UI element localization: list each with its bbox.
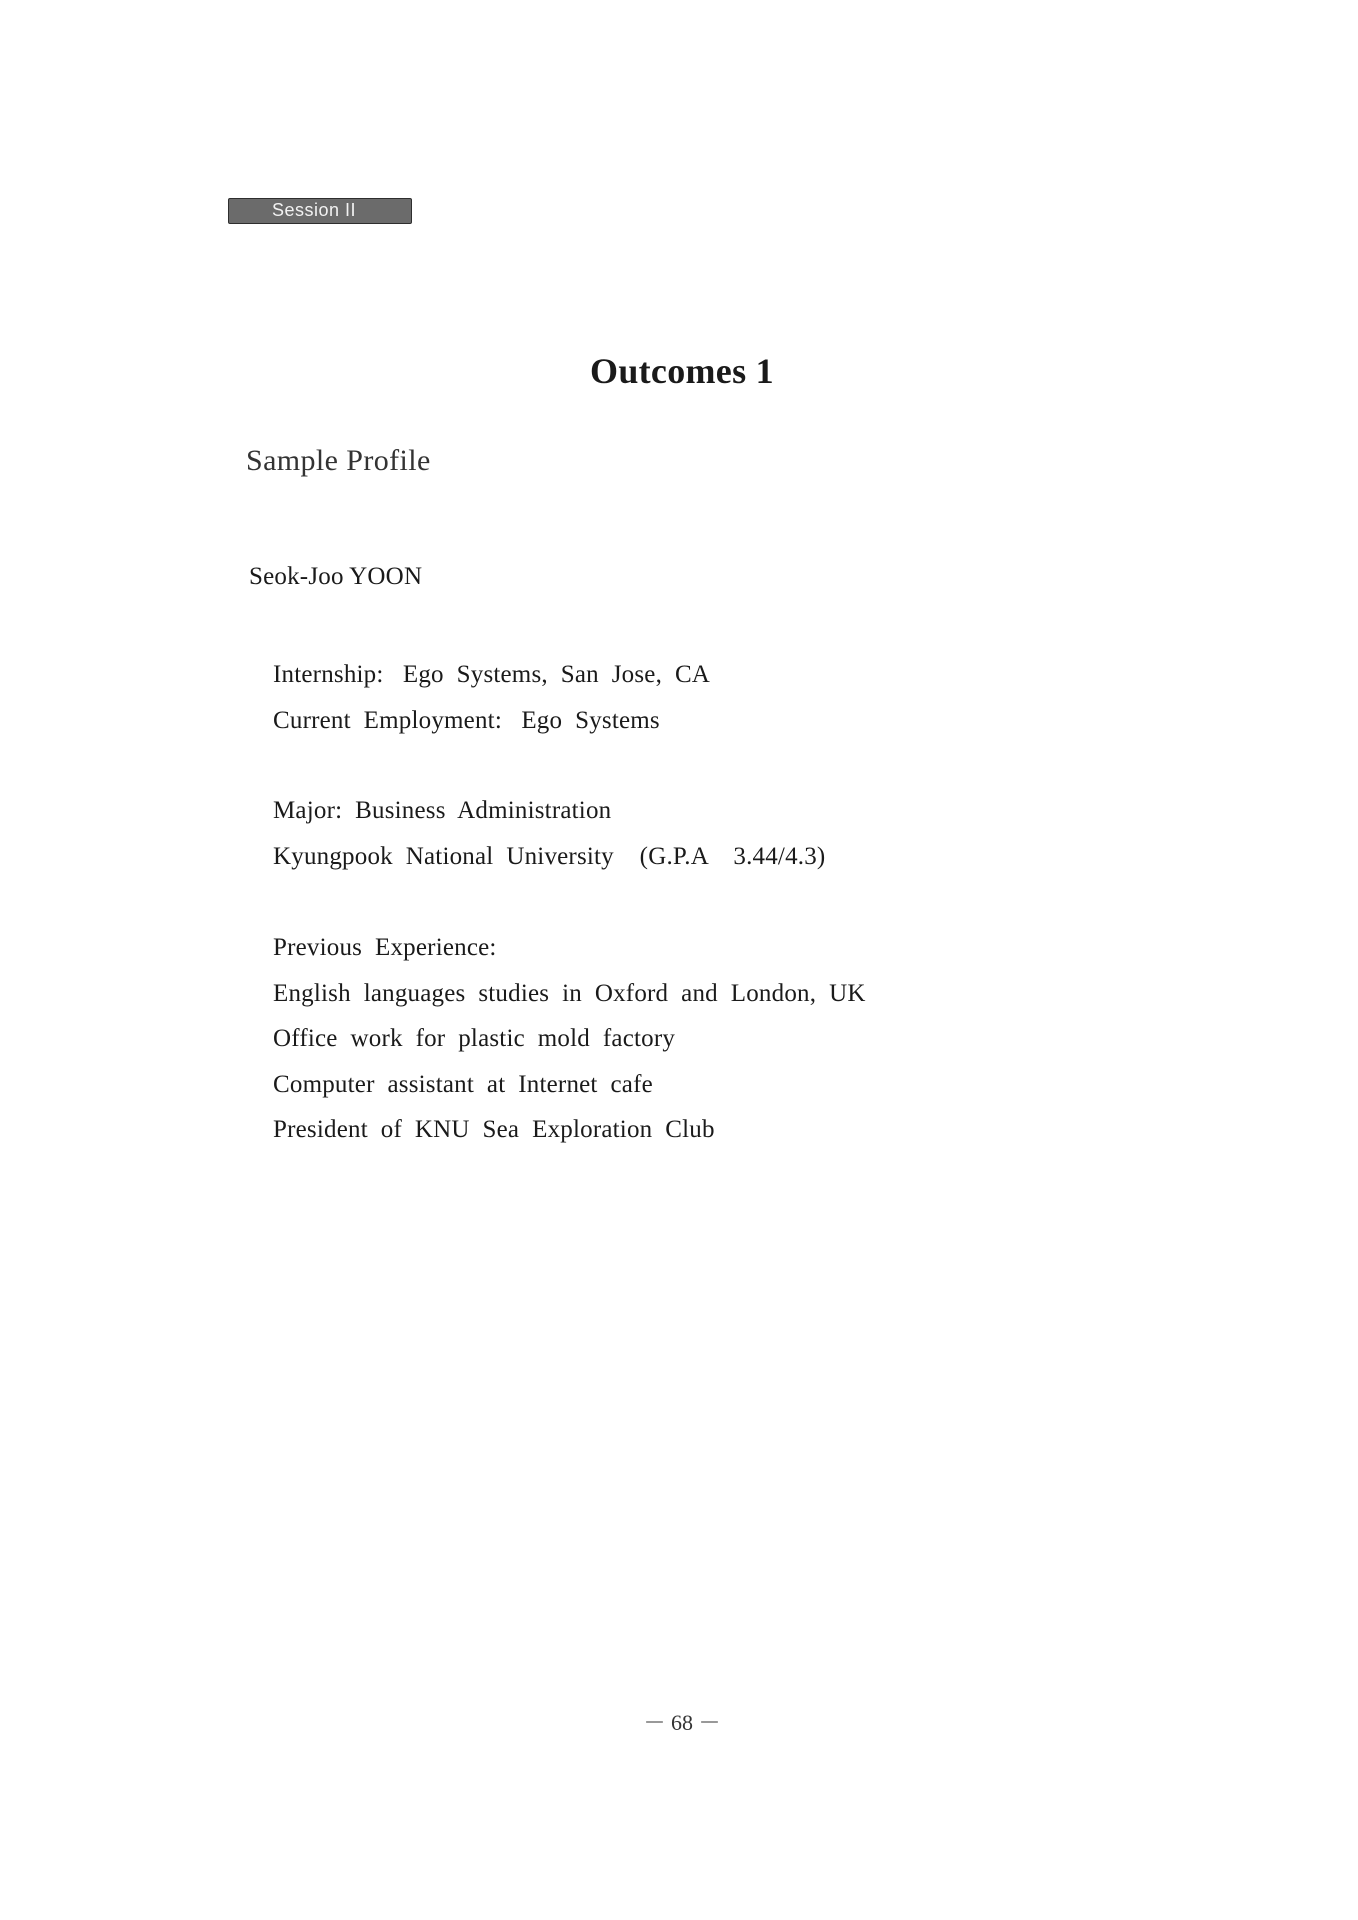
page-title: Outcomes 1 xyxy=(590,351,774,391)
university-line: Kyungpook National University (G.P.A 3.44/4.3) xyxy=(273,842,826,870)
employment-block xyxy=(273,652,710,743)
internship-line: Internship: Ego Systems, San Jose, CA xyxy=(273,661,711,688)
education-block xyxy=(273,788,825,879)
person-name: Seok-Joo YOON xyxy=(249,563,423,590)
major-line: Major: Business Administration xyxy=(273,797,612,824)
session-label: Session II xyxy=(228,198,412,224)
experience-heading: Previous Experience: xyxy=(273,934,497,961)
section-heading: Sample Profile xyxy=(246,444,431,477)
experience-block xyxy=(273,925,866,1153)
current-employment-line: Current Employment: Ego Systems xyxy=(273,706,660,734)
experience-item: Office work for plastic mold factory xyxy=(273,1025,676,1052)
experience-item: English languages studies in Oxford and London, UK xyxy=(273,979,866,1007)
experience-item: Computer assistant at Internet cafe xyxy=(273,1070,653,1098)
experience-item: President of KNU Sea Exploration Club xyxy=(273,1116,715,1143)
page-number: － 68 － xyxy=(643,1710,721,1735)
